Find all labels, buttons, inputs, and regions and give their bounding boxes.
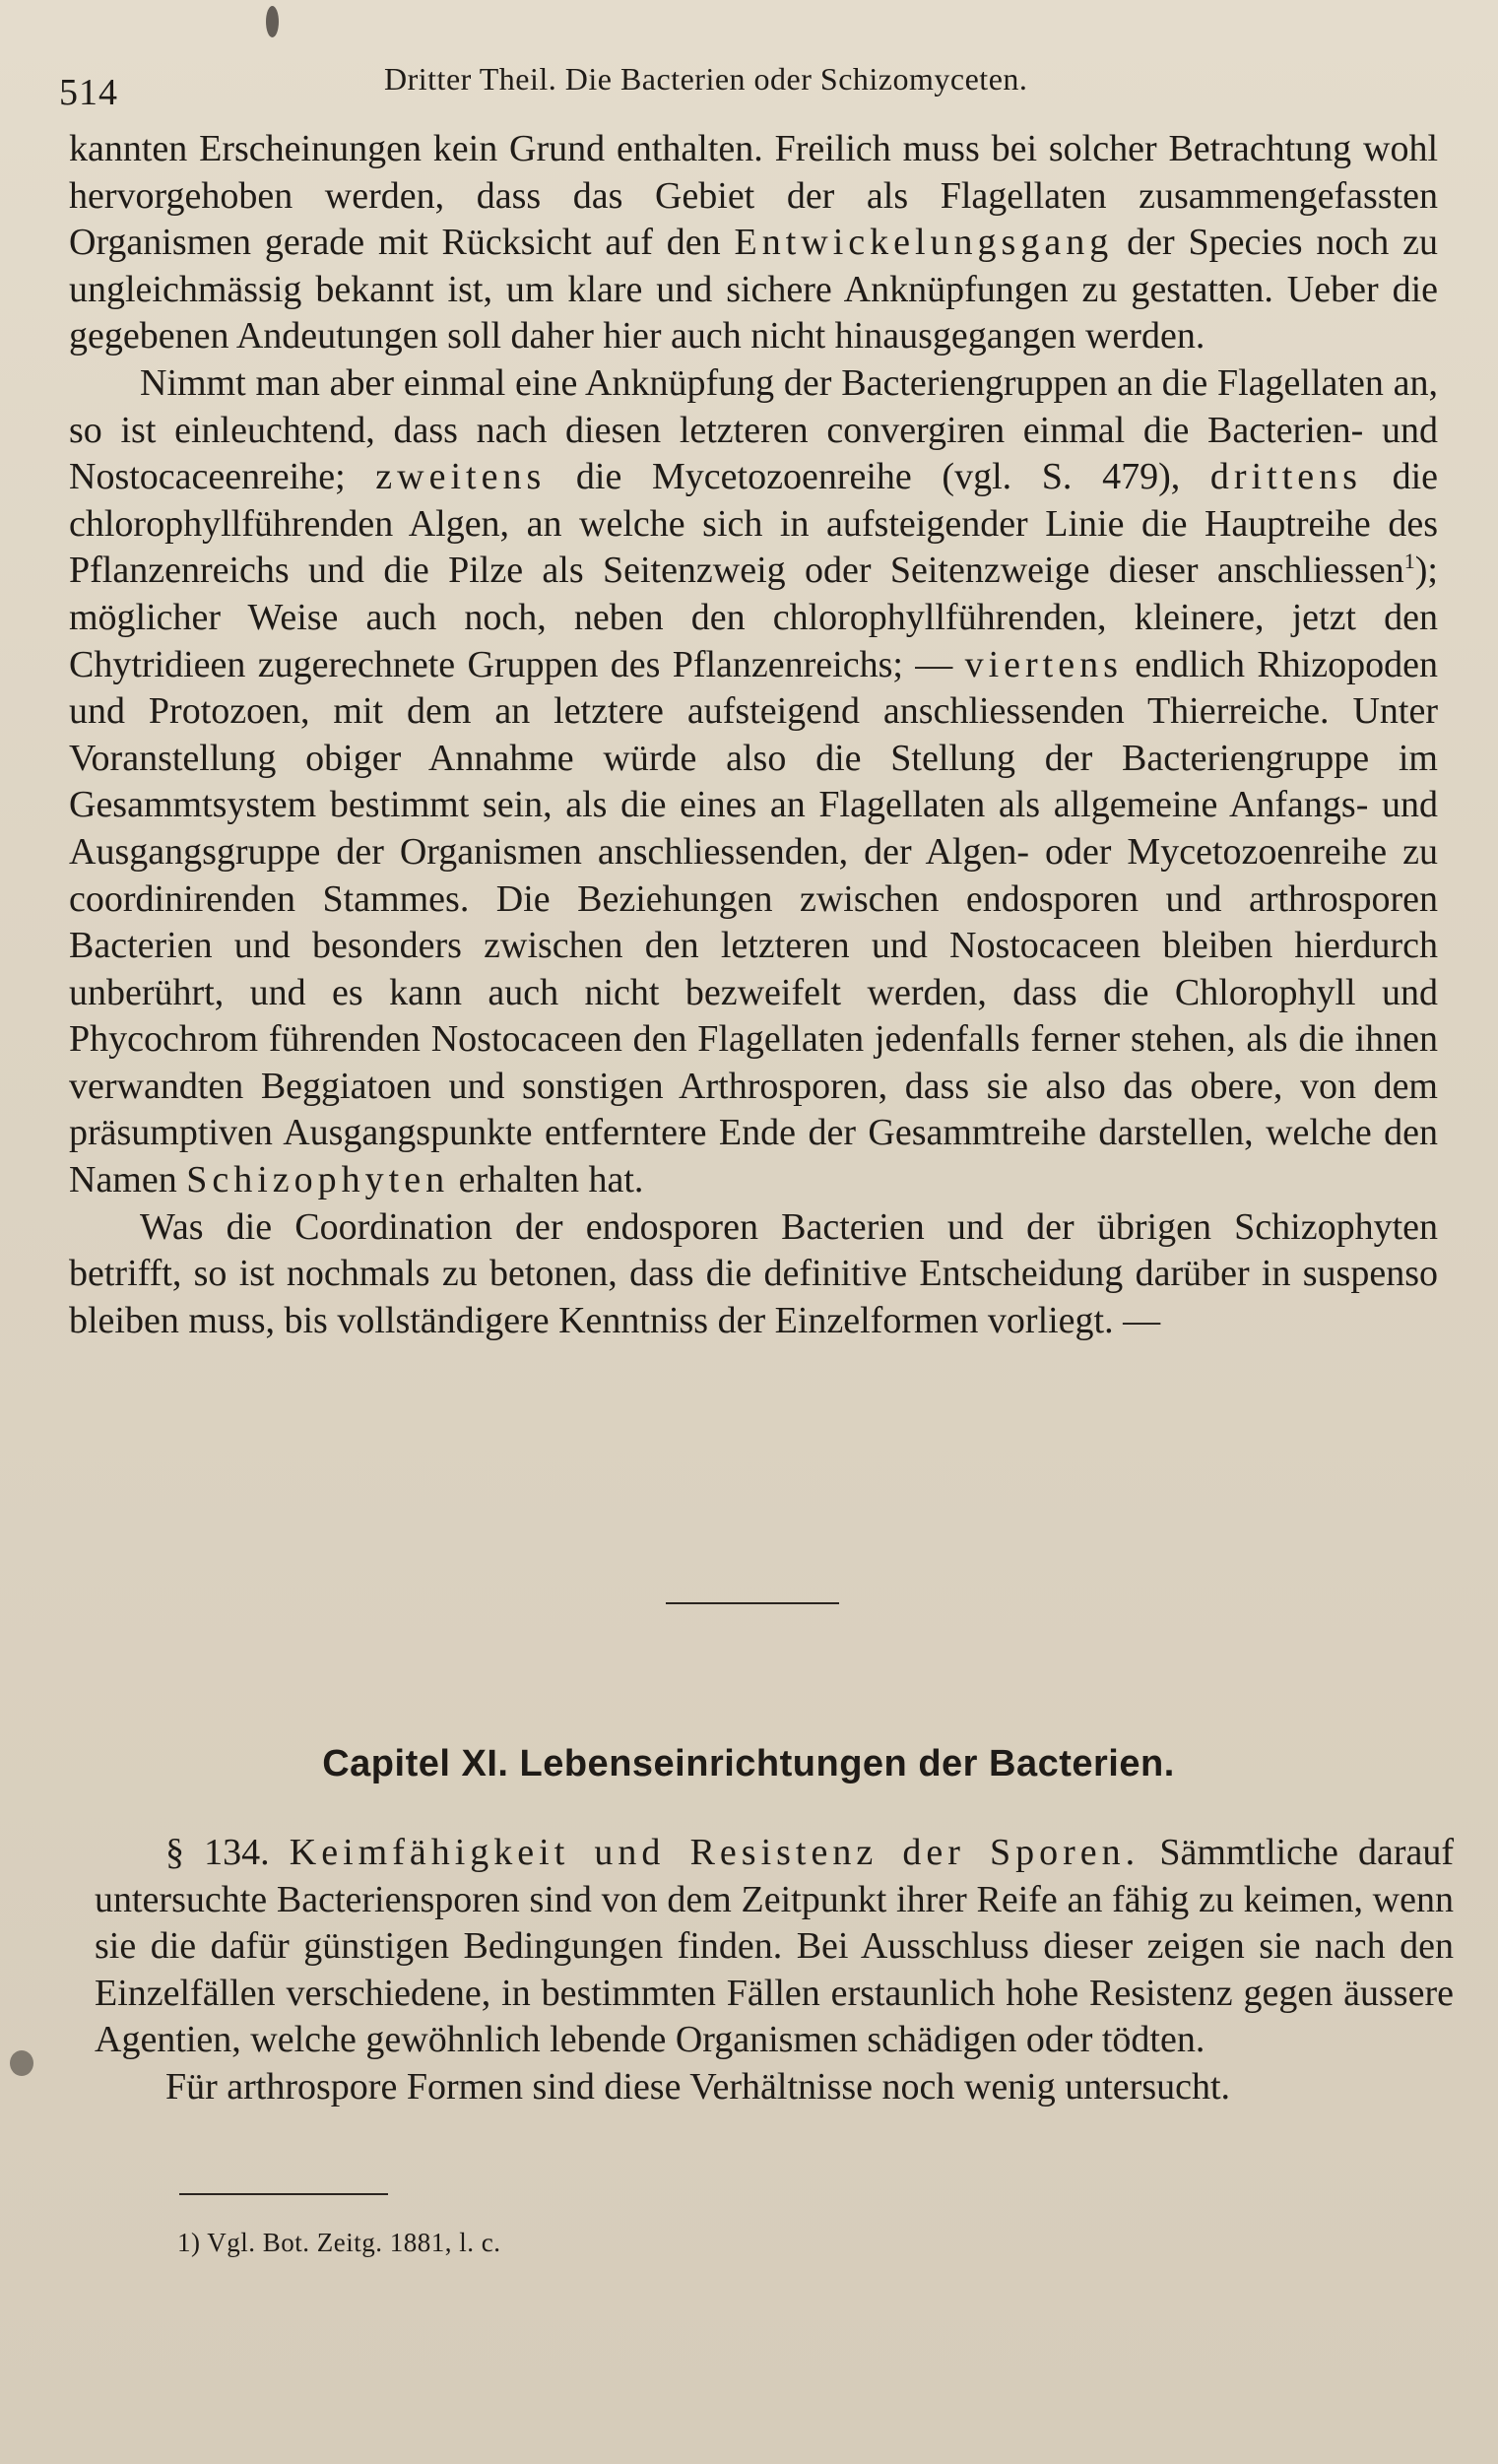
text-run: der Species noch zu ungleichmässig bekannt ist, um klare und sichere Anknüpfungen zu gestatten. Ueber die gegebenen Andeutungen soll daher hier auch nicht hinausgegangen werden.	[69, 222, 1438, 357]
page-number: 514	[59, 72, 118, 113]
section-text	[95, 1830, 1454, 2110]
page-header	[59, 61, 1438, 120]
running-head: Dritter Theil. Die Bacterien oder Schizomyceten.	[384, 61, 1028, 97]
emphasized-text: Keimfähigkeit und Resistenz der Sporen.	[289, 1832, 1140, 1873]
emphasized-text: Entwickelungsgang	[734, 222, 1114, 264]
chapter-title: Capitel XI. Lebenseinrichtungen der Bacterien.	[322, 1743, 1175, 1784]
footnote: 1) Vgl. Bot. Zeitg. 1881, l. c.	[177, 2228, 501, 2257]
body-text	[69, 126, 1438, 1344]
text-run: endlich Rhizopoden und Protozoen, mit dem an letztere aufsteigend anschliessenden Thierreiche. Unter Voranstellung obiger Annahme würde also die Stellung der Bacteriengruppe im Gesammtsystem bestimmt sein, als die eines an Flagellaten als allgemeine Anfangs- und Ausgangsgruppe der Organismen anschliessenden, der Algen- oder Mycetozoenreihe zu coordinirenden Stammes. Die Beziehungen zwischen endosporen und arthrosporen Bacterien und besonders zwischen den letzteren und Nostocaceen bleiben hierdurch unberührt, und es kann auch nicht bezweifelt werden, dass die Chlorophyll und Phycochrom führenden Nostocaceen den Flagellaten jedenfalls ferner stehen, als die ihnen verwandten Beggiatoen und sonstigen Arthrosporen, dass sie also das obere, von dem präsumptiven Ausgangspunkte entferntere Ende der Gesammtreihe darstellen, welche den Namen	[69, 643, 1438, 1201]
section-divider	[666, 1602, 839, 1604]
emphasized-text: viertens	[964, 643, 1123, 685]
ink-smudge	[10, 2050, 33, 2076]
text-run: die Mycetozoenreihe (vgl. S. 479),	[546, 456, 1210, 498]
emphasized-text: drittens	[1209, 456, 1362, 498]
text-run: Für arthrospore Formen sind diese Verhältnisse noch wenig untersucht.	[165, 2065, 1231, 2107]
emphasized-text: zweitens	[375, 456, 547, 498]
emphasized-text: Schizophyten	[186, 1159, 450, 1201]
text-run: kannten Erscheinungen kein Grund enthalten. Freilich muss bei solcher Betrachtung wohl hervorgehoben werden, dass das Gebiet der als Flagellaten zusammengefassten Organismen gerade mit Rücksicht auf den	[69, 128, 1438, 264]
footnote-divider	[179, 2193, 388, 2195]
paragraph	[95, 1830, 1454, 2064]
text-run: die chlorophyllführenden Algen, an welche sich in aufsteigender Linie die Hauptreihe des Pflanzenreichs und die Pilze als Seitenzweig oder Seitenzweige dieser anschliessen	[69, 456, 1438, 592]
text-run: Was die Coordination der endosporen Bacterien und der übrigen Schizophyten betrifft, so ist nochmals zu betonen, dass die definitive Entscheidung darüber in suspenso bleiben muss, bis vollständigere Kenntniss der Einzelformen vorliegt. —	[69, 1205, 1438, 1341]
paragraph	[95, 2064, 1454, 2111]
text-run: erhalten hat.	[449, 1159, 644, 1201]
paragraph	[69, 1204, 1438, 1345]
paragraph	[69, 360, 1438, 1204]
paragraph	[69, 126, 1438, 360]
text-run: Sämmtliche darauf untersuchte Bacteriensporen sind von dem Zeitpunkt ihrer Reife an fähig zu keimen, wenn sie die dafür günstigen Bedingungen finden. Bei Ausschluss dieser zeigen sie nach den Einzelfällen verschiedene, in bestimmten Fällen erstaunlich hohe Resistenz gegen äussere Agentien, welche gewöhnlich lebende Organismen schädigen oder tödten.	[95, 1832, 1455, 2060]
text-run: ); möglicher Weise auch noch, neben den chlorophyllführenden, kleinere, jetzt den Chytridieen zugerechnete Gruppen des Pflanzenreichs; —	[69, 550, 1438, 685]
text-run: § 134.	[165, 1832, 290, 1873]
footnote-marker: 1	[1403, 549, 1415, 574]
text-run: Nimmt man aber einmal eine Anknüpfung der Bacteriengruppen an die Flagellaten an, so ist einleuchtend, dass nach diesen letzteren convergiren einmal die Bacterien- und Nostocaceenreihe;	[69, 361, 1438, 498]
ink-smudge	[266, 6, 279, 37]
